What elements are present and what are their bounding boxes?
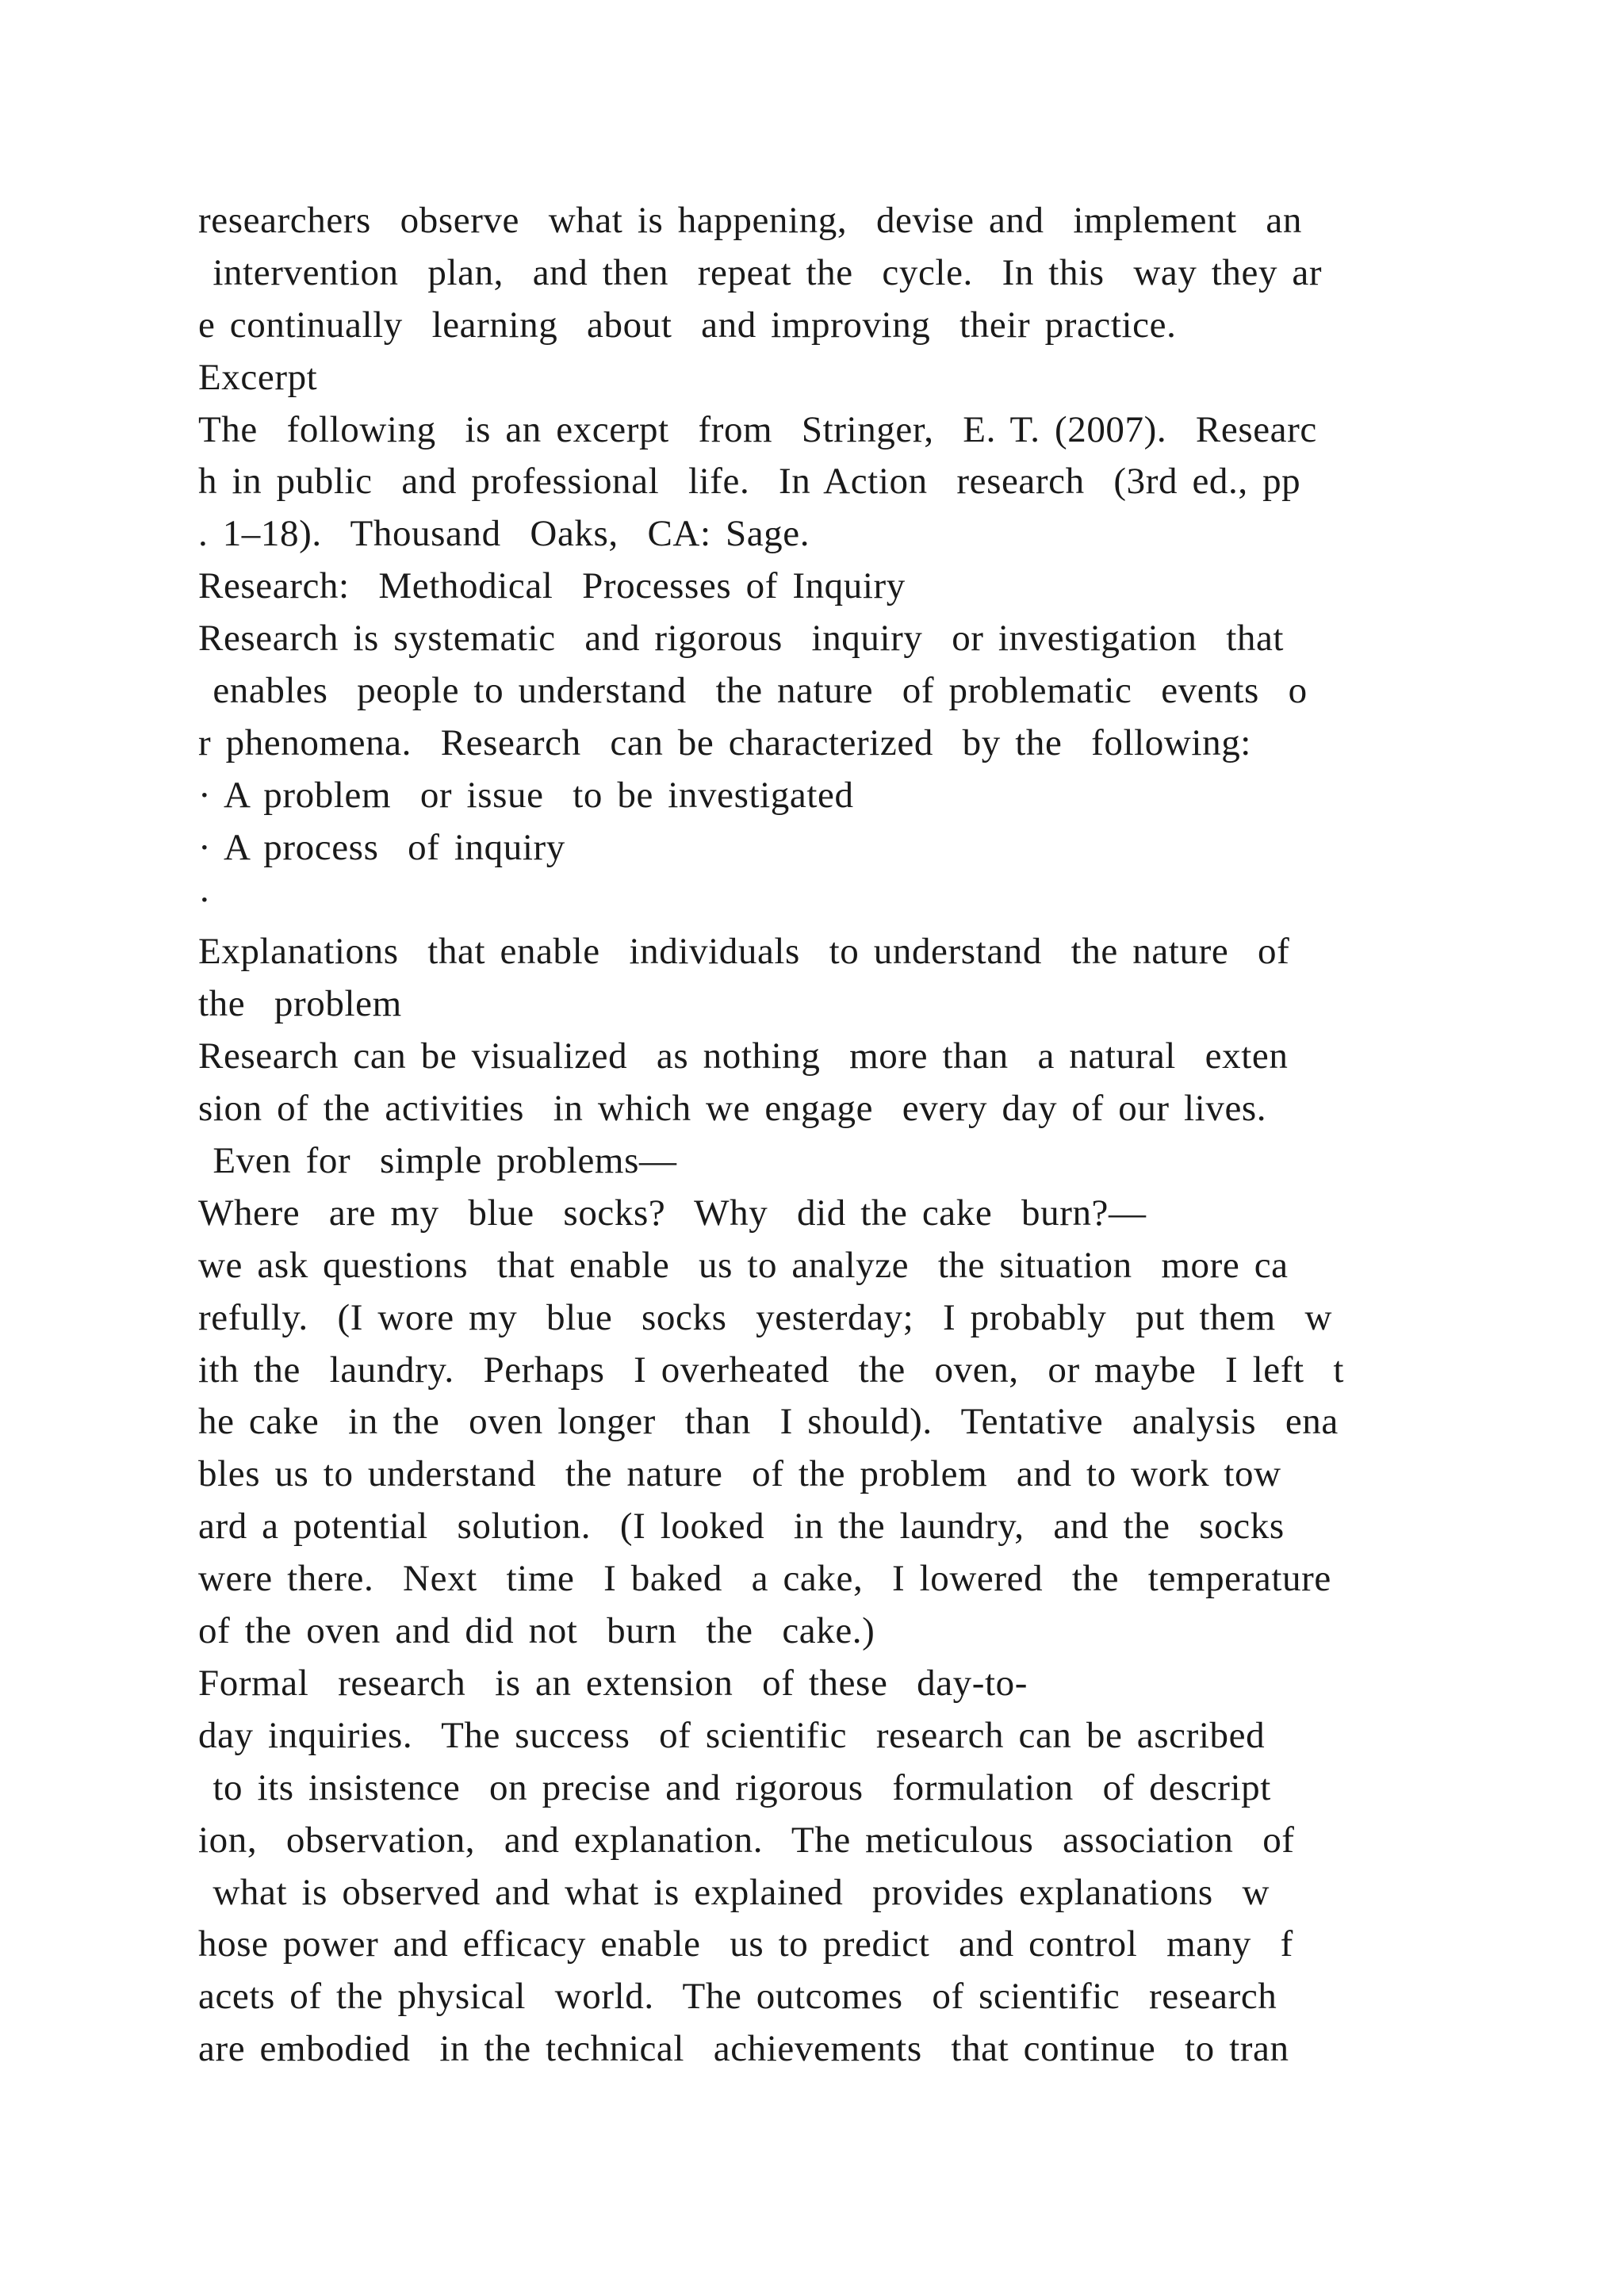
text-line: researchers observe what is happening, devise and implement an — [198, 200, 1302, 241]
text-line: were there. Next time I baked a cake, I lowered the temperature — [198, 1558, 1331, 1600]
text-line: r phenomena. Research can be characterized by the following: — [198, 721, 1251, 763]
text-line: we ask questions that enable us to analyze the situation more ca — [198, 1244, 1289, 1286]
bullet-item: · A process of inquiry — [198, 826, 565, 868]
text-line: intervention plan, and then repeat the cycle. In this way they ar — [198, 251, 1323, 293]
section-heading: Research: Methodical Processes of Inquiry — [198, 565, 906, 607]
text-line: refully. (I wore my blue socks yesterday; I probably put them w — [198, 1296, 1332, 1338]
text-line: Formal research is an extension of these day-to- — [198, 1662, 1028, 1704]
text-line: acets of the physical world. The outcomes of scientific research — [198, 1976, 1277, 2018]
text-line: the problem — [198, 983, 402, 1025]
text-line: enables people to understand the nature of problematic events o — [198, 670, 1308, 712]
text-line: hose power and efficacy enable us to predict and control many f — [198, 1923, 1293, 1965]
text-line: Explanations that enable individuals to understand the nature of — [198, 931, 1290, 973]
text-line: h in public and professional life. In Action research (3rd ed., pp — [198, 461, 1301, 503]
text-line: bles us to understand the nature of the problem and to work tow — [198, 1453, 1281, 1495]
text-line: what is observed and what is explained provides explanations w — [198, 1871, 1270, 1913]
text-line: Where are my blue socks? Why did the cake burn?— — [198, 1192, 1147, 1234]
bullet-item: · — [198, 878, 212, 920]
text-line: Research can be visualized as nothing more than a natural exten — [198, 1035, 1289, 1077]
text-line: ion, observation, and explanation. The meticulous association of — [198, 1819, 1295, 1861]
text-line: The following is an excerpt from Stringer, E. T. (2007). Researc — [198, 408, 1317, 450]
bullet-item: · A problem or issue to be investigated — [198, 774, 854, 816]
text-line: e continually learning about and improving their practice. — [198, 304, 1177, 346]
text-line: . 1–18). Thousand Oaks, CA: Sage. — [198, 513, 810, 555]
text-line: to its insistence on precise and rigorous formulation of descript — [198, 1766, 1271, 1808]
section-label: Excerpt — [198, 356, 318, 398]
text-line: of the oven and did not burn the cake.) — [198, 1610, 875, 1652]
text-line: he cake in the oven longer than I should). Tentative analysis ena — [198, 1401, 1339, 1443]
text-line: ith the laundry. Perhaps I overheated the oven, or maybe I left t — [198, 1349, 1345, 1391]
text-line: sion of the activities in which we engage every day of our lives. — [198, 1088, 1267, 1130]
text-line: day inquiries. The success of scientific research can be ascribed — [198, 1714, 1266, 1756]
text-line: Research is systematic and rigorous inquiry or investigation that — [198, 618, 1285, 660]
text-line: Even for simple problems— — [198, 1140, 677, 1182]
document-body — [198, 195, 1451, 2076]
text-line: are embodied in the technical achievements that continue to tran — [198, 2028, 1289, 2070]
text-line: ard a potential solution. (I looked in the laundry, and the socks — [198, 1506, 1285, 1548]
